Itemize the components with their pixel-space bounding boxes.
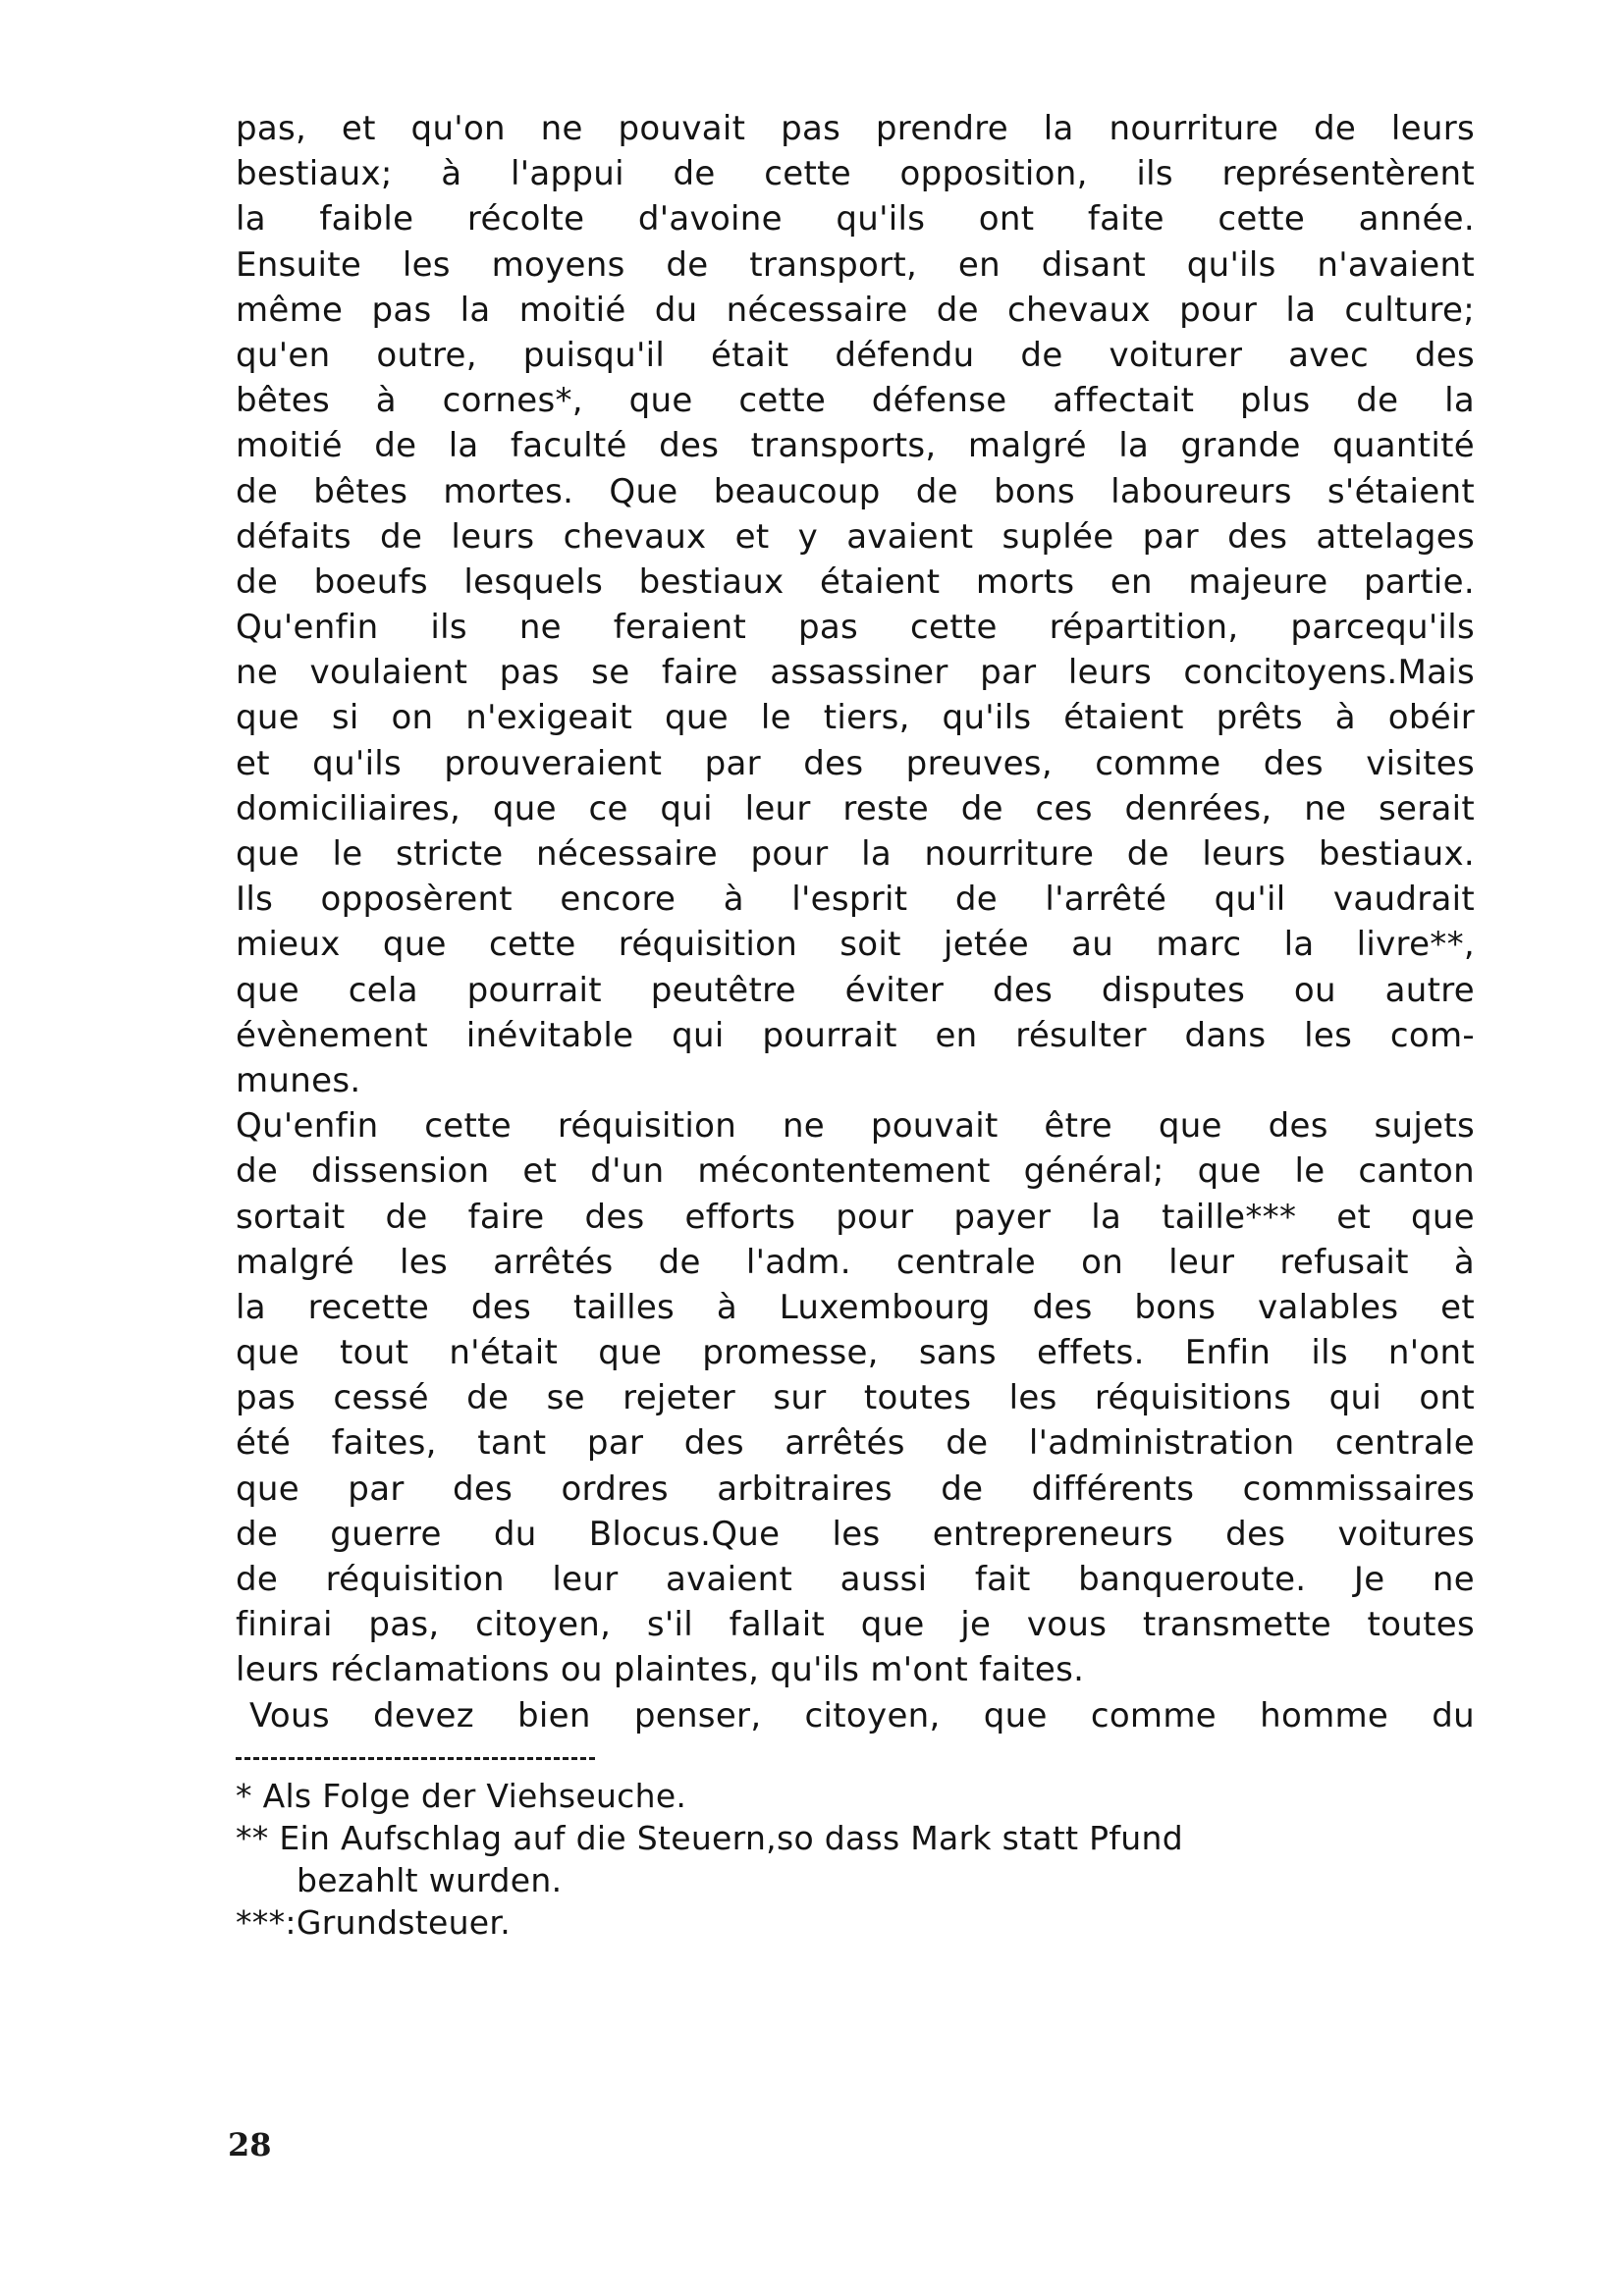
body-line: bestiaux; à l'appui de cette opposition, ils représentèrent [236, 154, 1475, 194]
body-line: évènement inévitable qui pourrait en résulter dans les com- [236, 1015, 1475, 1055]
body-line: que par des ordres arbitraires de différents commissaires [236, 1468, 1475, 1509]
body-line: ne voulaient pas se faire assassiner par leurs concitoyens.Mais [236, 653, 1475, 693]
body-line: Vous devez bien penser, citoyen, que comme homme du [249, 1695, 1475, 1735]
body-line: bêtes à cornes*, que cette défense affectait plus de la [236, 381, 1475, 421]
body-line: domiciliaires, que ce qui leur reste de ces denrées, ne serait [236, 788, 1475, 828]
body-line: de guerre du Blocus.Que les entrepreneurs des voitures [236, 1514, 1475, 1554]
body-line: de bêtes mortes. Que beaucoup de bons laboureurs s'étaient [236, 471, 1475, 511]
footnote-3: ***:Grundsteuer. [236, 1903, 512, 1942]
body-text [236, 106, 1475, 1738]
body-line: malgré les arrêtés de l'adm. centrale on leur refusait à [236, 1242, 1475, 1282]
body-line: de dissension et d'un mécontentement général; que le canton [236, 1151, 1475, 1192]
body-line: mieux que cette réquisition soit jetée au marc la livre**, [236, 925, 1475, 965]
body-line: Qu'enfin ils ne feraient pas cette répartition, parcequ'ils [236, 608, 1475, 648]
body-line: la faible récolte d'avoine qu'ils ont faite cette année. [236, 199, 1475, 240]
body-line: pas, et qu'on ne pouvait pas prendre la nourriture de leurs [236, 109, 1475, 148]
body-line: la recette des tailles à Luxembourg des bons valables et [236, 1287, 1475, 1327]
body-line: Ils opposèrent encore à l'esprit de l'arrêté qu'il vaudrait [236, 880, 1475, 920]
body-line: que tout n'était que promesse, sans effets. Enfin ils n'ont [236, 1333, 1475, 1373]
footnote-separator [236, 1757, 595, 1760]
body-line: que le stricte nécessaire pour la nourriture de leurs bestiaux. [236, 834, 1475, 874]
body-line: de réquisition leur avaient aussi fait banqueroute. Je ne [236, 1560, 1475, 1599]
body-line: que si on n'exigeait que le tiers, qu'ils étaient prêts à obéir [236, 698, 1475, 738]
footnote-1: * Als Folge der Viehseuche. [236, 1777, 687, 1815]
body-line: munes. [236, 1060, 361, 1100]
footnote-2: ** Ein Aufschlag auf die Steuern,so dass Mark statt Pfund [236, 1819, 1183, 1857]
body-line: défaits de leurs chevaux et y avaient suplée par des attelages [236, 516, 1475, 557]
body-line: que cela pourrait peutêtre éviter des disputes ou autre [236, 970, 1475, 1010]
body-line: qu'en outre, puisqu'il était défendu de voiturer avec des [236, 335, 1475, 375]
footnote-2-continuation: bezahlt wurden. [297, 1861, 563, 1899]
body-line: moitié de la faculté des transports, malgré la grande quantité [236, 426, 1475, 466]
body-line: et qu'ils prouveraient par des preuves, comme des visites [236, 743, 1475, 783]
body-line: Ensuite les moyens de transport, en disant qu'ils n'avaient [236, 244, 1475, 285]
body-line: leurs réclamations ou plaintes, qu'ils m'ont faites. [236, 1650, 1085, 1690]
body-line: de boeufs lesquels bestiaux étaient morts en majeure partie. [236, 561, 1475, 602]
body-line: pas cessé de se rejeter sur toutes les réquisitions qui ont [236, 1378, 1475, 1418]
footnotes [236, 1775, 1475, 1944]
body-line: été faites, tant par des arrêtés de l'administration centrale [236, 1423, 1475, 1464]
page-number: 28 [228, 2126, 272, 2163]
body-line: sortait de faire des efforts pour payer la taille*** et que [236, 1197, 1475, 1237]
body-line: Qu'enfin cette réquisition ne pouvait être que des sujets [236, 1106, 1475, 1147]
body-line: même pas la moitié du nécessaire de chevaux pour la culture; [236, 290, 1475, 330]
body-line: finirai pas, citoyen, s'il fallait que je vous transmette toutes [236, 1605, 1475, 1645]
